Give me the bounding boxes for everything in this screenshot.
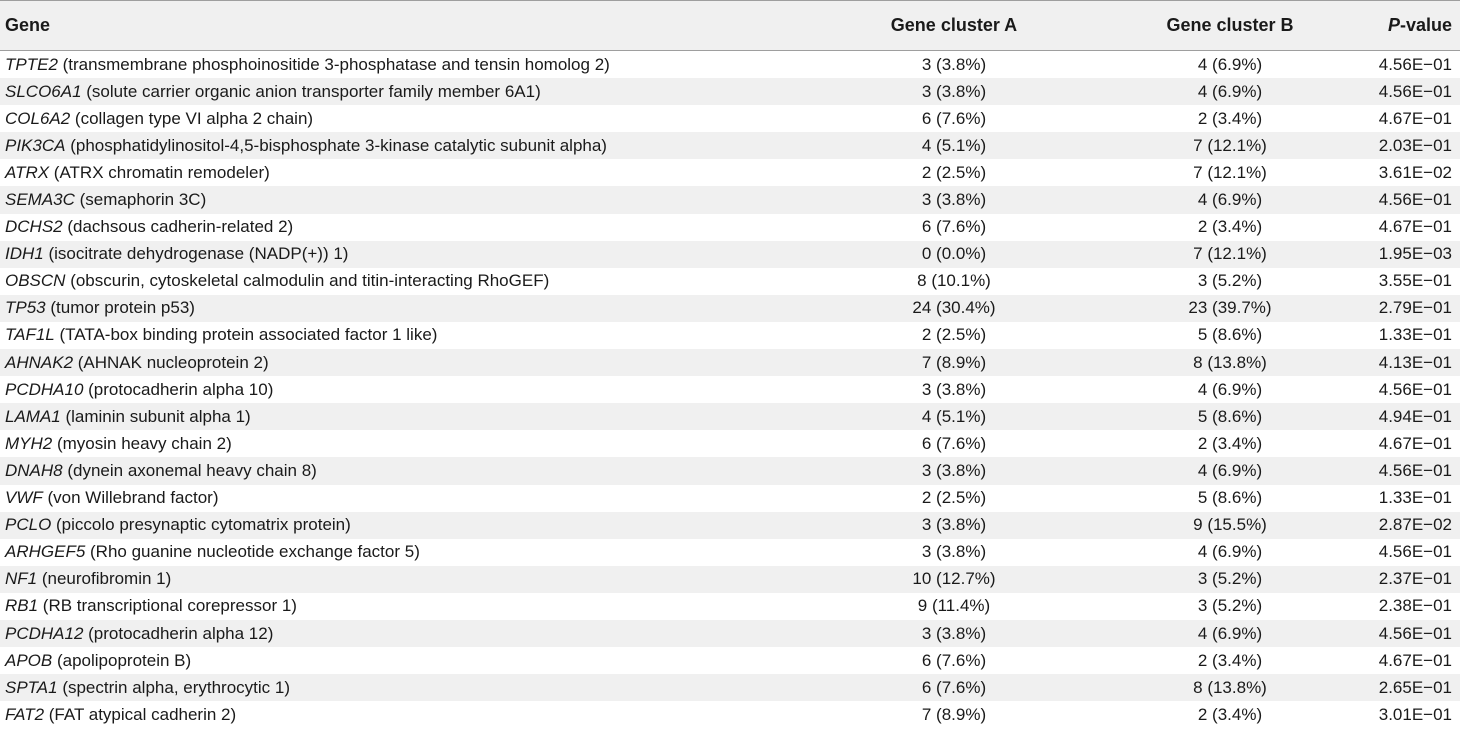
table-row <box>0 620 1460 647</box>
cell-cluster-b: 4 (6.9%) <box>1197 54 1263 74</box>
gene-description: (tumor protein p53) <box>45 298 195 318</box>
cell-cluster-a: 6 (7.6%) <box>921 108 987 128</box>
gene-description: (solute carrier organic anion transporter family member 6A1) <box>81 81 541 101</box>
cell-gene <box>0 569 760 589</box>
cell-cluster-a: 8 (10.1%) <box>917 271 991 291</box>
cell-cluster-b: 4 (6.9%) <box>1197 379 1263 399</box>
cell-cluster-a: 3 (3.8%) <box>921 623 987 643</box>
cell-cluster-a: 3 (3.8%) <box>921 542 987 562</box>
cell-gene <box>0 109 760 129</box>
header-p-suffix: -value <box>1399 15 1452 35</box>
cell-gene <box>0 434 760 454</box>
table-row <box>0 51 1460 78</box>
table-row <box>0 430 1460 457</box>
cell-cluster-a: 4 (5.1%) <box>921 406 987 426</box>
gene-symbol: IDH1 <box>5 244 44 264</box>
cell-cluster-a: 6 (7.6%) <box>921 650 987 670</box>
gene-symbol: TAF1L <box>5 325 55 345</box>
gene-symbol: COL6A2 <box>5 108 71 128</box>
cell-gene <box>0 678 760 698</box>
cell-cluster-b: 4 (6.9%) <box>1197 190 1263 210</box>
cell-gene <box>0 651 760 671</box>
header-cluster-a: Gene cluster A <box>890 15 1018 35</box>
cell-p-value: 4.67E−01 <box>1378 108 1452 128</box>
cell-gene <box>0 325 760 345</box>
cell-p-value: 2.65E−01 <box>1378 677 1452 697</box>
cell-cluster-a: 6 (7.6%) <box>921 677 987 697</box>
gene-symbol: MYH2 <box>5 433 53 453</box>
cell-p-value: 2.38E−01 <box>1378 596 1452 616</box>
gene-description: (protocadherin alpha 12) <box>83 623 274 643</box>
cell-p-value: 4.94E−01 <box>1378 406 1452 426</box>
gene-description: (semaphorin 3C) <box>74 190 207 210</box>
cell-cluster-b: 3 (5.2%) <box>1197 569 1263 589</box>
cell-p-value: 4.56E−01 <box>1378 81 1452 101</box>
cell-cluster-b: 7 (12.1%) <box>1193 162 1267 182</box>
cell-p-value: 1.33E−01 <box>1378 488 1452 508</box>
cell-p-value: 4.56E−01 <box>1378 542 1452 562</box>
cell-gene <box>0 705 760 725</box>
cell-cluster-a: 7 (8.9%) <box>921 704 987 724</box>
gene-symbol: TP53 <box>5 298 46 318</box>
cell-cluster-a: 3 (3.8%) <box>921 460 987 480</box>
table-row <box>0 593 1460 620</box>
cell-p-value: 2.79E−01 <box>1378 298 1452 318</box>
cell-cluster-a: 3 (3.8%) <box>921 81 987 101</box>
gene-description: (phosphatidylinositol-4,5-bisphosphate 3-kinase catalytic subunit alpha) <box>65 135 607 155</box>
cell-p-value: 2.03E−01 <box>1378 135 1452 155</box>
cell-gene <box>0 380 760 400</box>
cell-cluster-a: 3 (3.8%) <box>921 190 987 210</box>
header-p-italic: P <box>1387 15 1400 35</box>
gene-description: (RB transcriptional corepressor 1) <box>38 596 297 616</box>
table-row <box>0 376 1460 403</box>
cell-cluster-b: 2 (3.4%) <box>1197 108 1263 128</box>
cell-cluster-b: 4 (6.9%) <box>1197 81 1263 101</box>
cell-cluster-a: 2 (2.5%) <box>921 488 987 508</box>
gene-symbol: LAMA1 <box>5 406 61 426</box>
gene-description: (neurofibromin 1) <box>37 569 172 589</box>
gene-description: (piccolo presynaptic cytomatrix protein) <box>51 515 351 535</box>
cell-cluster-b: 5 (8.6%) <box>1197 406 1263 426</box>
gene-symbol: PIK3CA <box>5 135 66 155</box>
gene-symbol: SLCO6A1 <box>5 81 82 101</box>
cell-gene <box>0 353 760 373</box>
cell-gene <box>0 407 760 427</box>
cell-cluster-a: 6 (7.6%) <box>921 217 987 237</box>
gene-symbol: AHNAK2 <box>5 352 74 372</box>
gene-description: (Rho guanine nucleotide exchange factor 5) <box>85 542 420 562</box>
cell-cluster-a: 2 (2.5%) <box>921 325 987 345</box>
cell-cluster-a: 2 (2.5%) <box>921 162 987 182</box>
gene-description: (dachsous cadherin-related 2) <box>62 217 294 237</box>
cell-cluster-a: 7 (8.9%) <box>921 352 987 372</box>
cell-gene <box>0 542 760 562</box>
cell-p-value: 4.56E−01 <box>1378 54 1452 74</box>
cell-p-value: 3.55E−01 <box>1378 271 1452 291</box>
cell-cluster-b: 3 (5.2%) <box>1197 596 1263 616</box>
cell-cluster-a: 10 (12.7%) <box>912 569 996 589</box>
table-row <box>0 485 1460 512</box>
gene-symbol: DNAH8 <box>5 460 63 480</box>
gene-description: (TATA-box binding protein associated factor 1 like) <box>54 325 438 345</box>
cell-p-value: 1.95E−03 <box>1378 244 1452 264</box>
cell-p-value: 1.33E−01 <box>1378 325 1452 345</box>
gene-description: (ATRX chromatin remodeler) <box>49 162 270 182</box>
table-row <box>0 295 1460 322</box>
gene-description: (spectrin alpha, erythrocytic 1) <box>57 677 291 697</box>
table-body <box>0 51 1460 728</box>
cell-p-value: 3.61E−02 <box>1378 162 1452 182</box>
gene-symbol: RB1 <box>5 596 39 616</box>
header-cluster-b: Gene cluster B <box>1166 15 1294 35</box>
cell-cluster-a: 4 (5.1%) <box>921 135 987 155</box>
cell-gene <box>0 244 760 264</box>
cell-gene <box>0 488 760 508</box>
cell-p-value: 4.56E−01 <box>1378 460 1452 480</box>
cell-cluster-a: 3 (3.8%) <box>921 379 987 399</box>
gene-description: (obscurin, cytoskeletal calmodulin and titin-interacting RhoGEF) <box>65 271 550 291</box>
cell-cluster-a: 3 (3.8%) <box>921 54 987 74</box>
cell-gene <box>0 515 760 535</box>
gene-description: (collagen type VI alpha 2 chain) <box>70 108 314 128</box>
cell-p-value: 4.67E−01 <box>1378 650 1452 670</box>
cell-p-value: 4.67E−01 <box>1378 217 1452 237</box>
table-row <box>0 349 1460 376</box>
cell-p-value: 2.37E−01 <box>1378 569 1452 589</box>
cell-gene <box>0 163 760 183</box>
table-row <box>0 322 1460 349</box>
cell-cluster-b: 4 (6.9%) <box>1197 623 1263 643</box>
gene-symbol: VWF <box>5 488 43 508</box>
gene-symbol: SPTA1 <box>5 677 58 697</box>
gene-symbol: OBSCN <box>5 271 66 291</box>
cell-gene <box>0 298 760 318</box>
table-row <box>0 241 1460 268</box>
gene-description: (isocitrate dehydrogenase (NADP(+)) 1) <box>43 244 349 264</box>
table-row <box>0 701 1460 728</box>
cell-cluster-b: 7 (12.1%) <box>1193 244 1267 264</box>
cell-gene <box>0 624 760 644</box>
gene-description: (laminin subunit alpha 1) <box>60 406 251 426</box>
gene-symbol: ARHGEF5 <box>5 542 86 562</box>
gene-symbol: FAT2 <box>5 704 45 724</box>
cell-gene <box>0 82 760 102</box>
cell-cluster-b: 3 (5.2%) <box>1197 271 1263 291</box>
cell-p-value: 4.56E−01 <box>1378 623 1452 643</box>
cell-p-value: 3.01E−01 <box>1378 704 1452 724</box>
table-row <box>0 647 1460 674</box>
gene-symbol: APOB <box>5 650 53 670</box>
gene-symbol: PCDHA10 <box>5 379 84 399</box>
gene-description: (AHNAK nucleoprotein 2) <box>73 352 269 372</box>
gene-description: (apolipoprotein B) <box>52 650 192 670</box>
cell-cluster-a: 24 (30.4%) <box>912 298 996 318</box>
gene-symbol: PCDHA12 <box>5 623 84 643</box>
cell-gene <box>0 190 760 210</box>
table-row <box>0 539 1460 566</box>
table-row <box>0 214 1460 241</box>
gene-description: (transmembrane phosphoinositide 3-phosphatase and tensin homolog 2) <box>57 54 610 74</box>
table-row <box>0 186 1460 213</box>
header-gene: Gene <box>5 15 51 35</box>
cell-cluster-b: 9 (15.5%) <box>1193 515 1267 535</box>
cell-cluster-b: 5 (8.6%) <box>1197 488 1263 508</box>
cell-cluster-a: 0 (0.0%) <box>921 244 987 264</box>
cell-cluster-b: 4 (6.9%) <box>1197 460 1263 480</box>
cell-p-value: 4.56E−01 <box>1378 190 1452 210</box>
cell-cluster-b: 2 (3.4%) <box>1197 217 1263 237</box>
cell-gene <box>0 461 760 481</box>
table-row <box>0 132 1460 159</box>
cell-p-value: 4.67E−01 <box>1378 433 1452 453</box>
cell-cluster-b: 5 (8.6%) <box>1197 325 1263 345</box>
table-row <box>0 457 1460 484</box>
cell-gene <box>0 596 760 616</box>
table-row <box>0 159 1460 186</box>
cell-cluster-b: 4 (6.9%) <box>1197 542 1263 562</box>
cell-cluster-b: 8 (13.8%) <box>1193 677 1267 697</box>
gene-description: (protocadherin alpha 10) <box>83 379 274 399</box>
gene-description: (FAT atypical cadherin 2) <box>44 704 237 724</box>
table-row <box>0 268 1460 295</box>
cell-cluster-b: 2 (3.4%) <box>1197 704 1263 724</box>
gene-description: (von Willebrand factor) <box>42 488 219 508</box>
table-header <box>0 0 1460 51</box>
cell-cluster-b: 2 (3.4%) <box>1197 433 1263 453</box>
cell-cluster-a: 6 (7.6%) <box>921 433 987 453</box>
cell-cluster-b: 7 (12.1%) <box>1193 135 1267 155</box>
cell-p-value: 4.56E−01 <box>1378 379 1452 399</box>
gene-symbol: ATRX <box>5 162 50 182</box>
gene-description: (myosin heavy chain 2) <box>52 433 232 453</box>
gene-symbol: DCHS2 <box>5 217 63 237</box>
table-row <box>0 674 1460 701</box>
cell-cluster-b: 2 (3.4%) <box>1197 650 1263 670</box>
cell-gene <box>0 217 760 237</box>
header-p-value <box>1340 15 1460 36</box>
cell-gene <box>0 271 760 291</box>
cell-cluster-b: 23 (39.7%) <box>1188 298 1272 318</box>
cell-cluster-a: 3 (3.8%) <box>921 515 987 535</box>
cell-cluster-b: 8 (13.8%) <box>1193 352 1267 372</box>
cell-p-value: 4.13E−01 <box>1378 352 1452 372</box>
gene-symbol: NF1 <box>5 569 38 589</box>
table-row <box>0 403 1460 430</box>
table-row <box>0 78 1460 105</box>
cell-cluster-a: 9 (11.4%) <box>917 596 991 616</box>
table-row <box>0 512 1460 539</box>
gene-description: (dynein axonemal heavy chain 8) <box>62 460 317 480</box>
cell-gene <box>0 55 760 75</box>
cell-gene <box>0 136 760 156</box>
table-row <box>0 566 1460 593</box>
gene-symbol: TPTE2 <box>5 54 58 74</box>
gene-symbol: SEMA3C <box>5 190 75 210</box>
cell-p-value: 2.87E−02 <box>1378 515 1452 535</box>
table-row <box>0 105 1460 132</box>
gene-symbol: PCLO <box>5 515 52 535</box>
